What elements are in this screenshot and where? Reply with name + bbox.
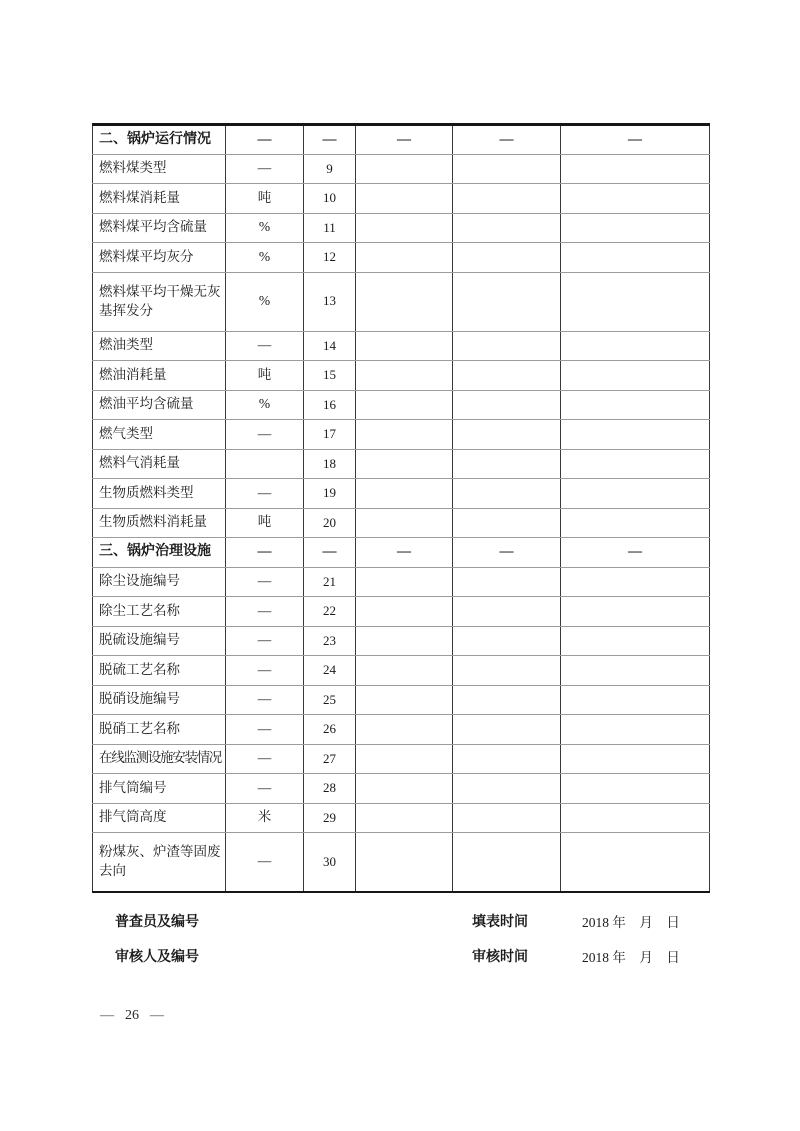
value-cell-1 [356,154,453,184]
table-row [93,272,710,331]
table-row [93,715,710,745]
value-cell-2 [453,774,561,804]
value-cell-3 [561,567,710,597]
value-cell-1 [356,331,453,361]
value-cell-2 [453,833,561,892]
row-label-cell: 燃油平均含硫量 [93,390,226,420]
row-label-cell: 燃料气消耗量 [93,449,226,479]
table-row [93,774,710,804]
unit-cell: — [226,685,304,715]
row-label-cell: 脱硫工艺名称 [93,656,226,686]
value-cell-3 [561,833,710,892]
value-cell-2 [453,449,561,479]
table-row [93,803,710,833]
row-label-cell: 除尘工艺名称 [93,597,226,627]
value-cell-2: — [453,125,561,155]
sequence-number-cell: 25 [304,685,356,715]
value-cell-3 [561,803,710,833]
row-label-cell: 燃料煤平均含硫量 [93,213,226,243]
row-label-cell: 生物质燃料消耗量 [93,508,226,538]
unit-cell: — [226,774,304,804]
table-row [93,449,710,479]
value-cell-1 [356,626,453,656]
unit-cell: 吨 [226,508,304,538]
unit-cell: % [226,243,304,273]
table-row [93,331,710,361]
page-number [100,1008,164,1024]
value-cell-1 [356,272,453,331]
row-label-cell: 燃料煤平均干燥无灰基挥发分 [93,272,226,331]
review-time-label: 审核时间 [472,950,528,965]
sequence-number-cell: 20 [304,508,356,538]
value-cell-1: — [356,538,453,568]
value-cell-3 [561,508,710,538]
table-row [93,479,710,509]
table-row [93,390,710,420]
sequence-number-cell: 27 [304,744,356,774]
reviewer-id-label: 审核人及编号 [115,950,199,965]
value-cell-3 [561,420,710,450]
value-cell-1 [356,833,453,892]
unit-cell: — [226,567,304,597]
row-label-cell: 二、锅炉运行情况 [93,125,226,155]
value-cell-1 [356,243,453,273]
sequence-number-cell: 16 [304,390,356,420]
value-cell-1 [356,479,453,509]
value-cell-2 [453,331,561,361]
table-row [93,744,710,774]
sequence-number-cell: 9 [304,154,356,184]
table-row [93,154,710,184]
page-number-value: 26 [125,1008,139,1023]
value-cell-2 [453,213,561,243]
value-cell-2 [453,361,561,391]
unit-cell: % [226,272,304,331]
row-label-cell: 排气筒编号 [93,774,226,804]
sequence-number-cell: — [304,125,356,155]
value-cell-3 [561,685,710,715]
table-row [93,508,710,538]
table-row [93,243,710,273]
row-label-cell: 燃料煤类型 [93,154,226,184]
value-cell-1 [356,420,453,450]
row-label-cell: 脱硝工艺名称 [93,715,226,745]
value-cell-2 [453,597,561,627]
surveyor-id-label: 普查员及编号 [115,915,199,930]
row-label-cell: 三、锅炉治理设施 [93,538,226,568]
table-row [93,125,710,155]
value-cell-2 [453,154,561,184]
value-cell-3 [561,715,710,745]
sequence-number-cell: 26 [304,715,356,745]
value-cell-3 [561,744,710,774]
value-cell-2 [453,744,561,774]
row-label-cell: 燃料煤消耗量 [93,184,226,214]
unit-cell: 吨 [226,184,304,214]
page-number-right-dash: — [150,1008,164,1023]
sequence-number-cell: 15 [304,361,356,391]
table-row [93,361,710,391]
value-cell-1: — [356,125,453,155]
value-cell-2 [453,390,561,420]
value-cell-2 [453,184,561,214]
value-cell-2 [453,272,561,331]
review-time-value: 2018 年 月 日 [582,950,680,965]
unit-cell: — [226,715,304,745]
value-cell-3 [561,449,710,479]
sequence-number-cell: 24 [304,656,356,686]
value-cell-2 [453,715,561,745]
sequence-number-cell: 29 [304,803,356,833]
row-label-cell: 脱硝设施编号 [93,685,226,715]
table-row [93,538,710,568]
row-label-cell: 燃气类型 [93,420,226,450]
sequence-number-cell: 18 [304,449,356,479]
boiler-table-body [93,125,710,892]
row-label-cell: 生物质燃料类型 [93,479,226,509]
value-cell-1 [356,803,453,833]
sequence-number-cell: 28 [304,774,356,804]
sequence-number-cell: 21 [304,567,356,597]
table-row [93,833,710,892]
table-row [93,656,710,686]
table-row [93,626,710,656]
value-cell-3 [561,213,710,243]
row-label-cell: 除尘设施编号 [93,567,226,597]
value-cell-3: — [561,538,710,568]
value-cell-2 [453,656,561,686]
value-cell-1 [356,508,453,538]
unit-cell: 米 [226,803,304,833]
value-cell-3 [561,656,710,686]
value-cell-2 [453,567,561,597]
sequence-number-cell: 17 [304,420,356,450]
unit-cell: — [226,154,304,184]
table-row [93,597,710,627]
value-cell-1 [356,184,453,214]
boiler-form-table [92,123,710,893]
value-cell-2 [453,626,561,656]
unit-cell: — [226,833,304,892]
row-label-cell: 排气筒高度 [93,803,226,833]
page-number-left-dash: — [100,1008,114,1023]
unit-cell: % [226,390,304,420]
row-label-cell: 燃料煤平均灰分 [93,243,226,273]
value-cell-2 [453,420,561,450]
value-cell-1 [356,656,453,686]
value-cell-1 [356,213,453,243]
sequence-number-cell: 23 [304,626,356,656]
value-cell-1 [356,685,453,715]
sequence-number-cell: — [304,538,356,568]
value-cell-1 [356,361,453,391]
value-cell-2 [453,479,561,509]
row-label-cell: 脱硫设施编号 [93,626,226,656]
value-cell-3 [561,331,710,361]
value-cell-3 [561,272,710,331]
value-cell-1 [356,597,453,627]
value-cell-1 [356,774,453,804]
value-cell-3 [561,361,710,391]
value-cell-1 [356,390,453,420]
value-cell-1 [356,744,453,774]
sequence-number-cell: 30 [304,833,356,892]
sequence-number-cell: 10 [304,184,356,214]
value-cell-1 [356,715,453,745]
row-label-cell: 在线监测设施安装情况 [93,744,226,774]
value-cell-1 [356,449,453,479]
value-cell-1 [356,567,453,597]
sequence-number-cell: 12 [304,243,356,273]
table-row [93,420,710,450]
value-cell-3 [561,597,710,627]
unit-cell: — [226,538,304,568]
unit-cell: — [226,479,304,509]
table-row [93,685,710,715]
value-cell-2 [453,508,561,538]
sequence-number-cell: 11 [304,213,356,243]
row-label-cell: 燃油类型 [93,331,226,361]
unit-cell: 吨 [226,361,304,391]
sequence-number-cell: 22 [304,597,356,627]
fill-time-label: 填表时间 [472,915,528,930]
unit-cell [226,449,304,479]
sequence-number-cell: 19 [304,479,356,509]
unit-cell: — [226,125,304,155]
value-cell-3 [561,243,710,273]
sequence-number-cell: 13 [304,272,356,331]
unit-cell: — [226,331,304,361]
row-label-cell: 燃油消耗量 [93,361,226,391]
value-cell-2 [453,803,561,833]
unit-cell: % [226,213,304,243]
table-row [93,213,710,243]
value-cell-3 [561,626,710,656]
value-cell-2: — [453,538,561,568]
value-cell-3: — [561,125,710,155]
unit-cell: — [226,420,304,450]
unit-cell: — [226,597,304,627]
value-cell-2 [453,685,561,715]
value-cell-3 [561,184,710,214]
table-row [93,567,710,597]
sequence-number-cell: 14 [304,331,356,361]
fill-time-value: 2018 年 月 日 [582,915,680,930]
unit-cell: — [226,744,304,774]
unit-cell: — [226,656,304,686]
value-cell-2 [453,243,561,273]
value-cell-3 [561,479,710,509]
value-cell-3 [561,774,710,804]
value-cell-3 [561,390,710,420]
row-label-cell: 粉煤灰、炉渣等固废去向 [93,833,226,892]
table-row [93,184,710,214]
value-cell-3 [561,154,710,184]
unit-cell: — [226,626,304,656]
